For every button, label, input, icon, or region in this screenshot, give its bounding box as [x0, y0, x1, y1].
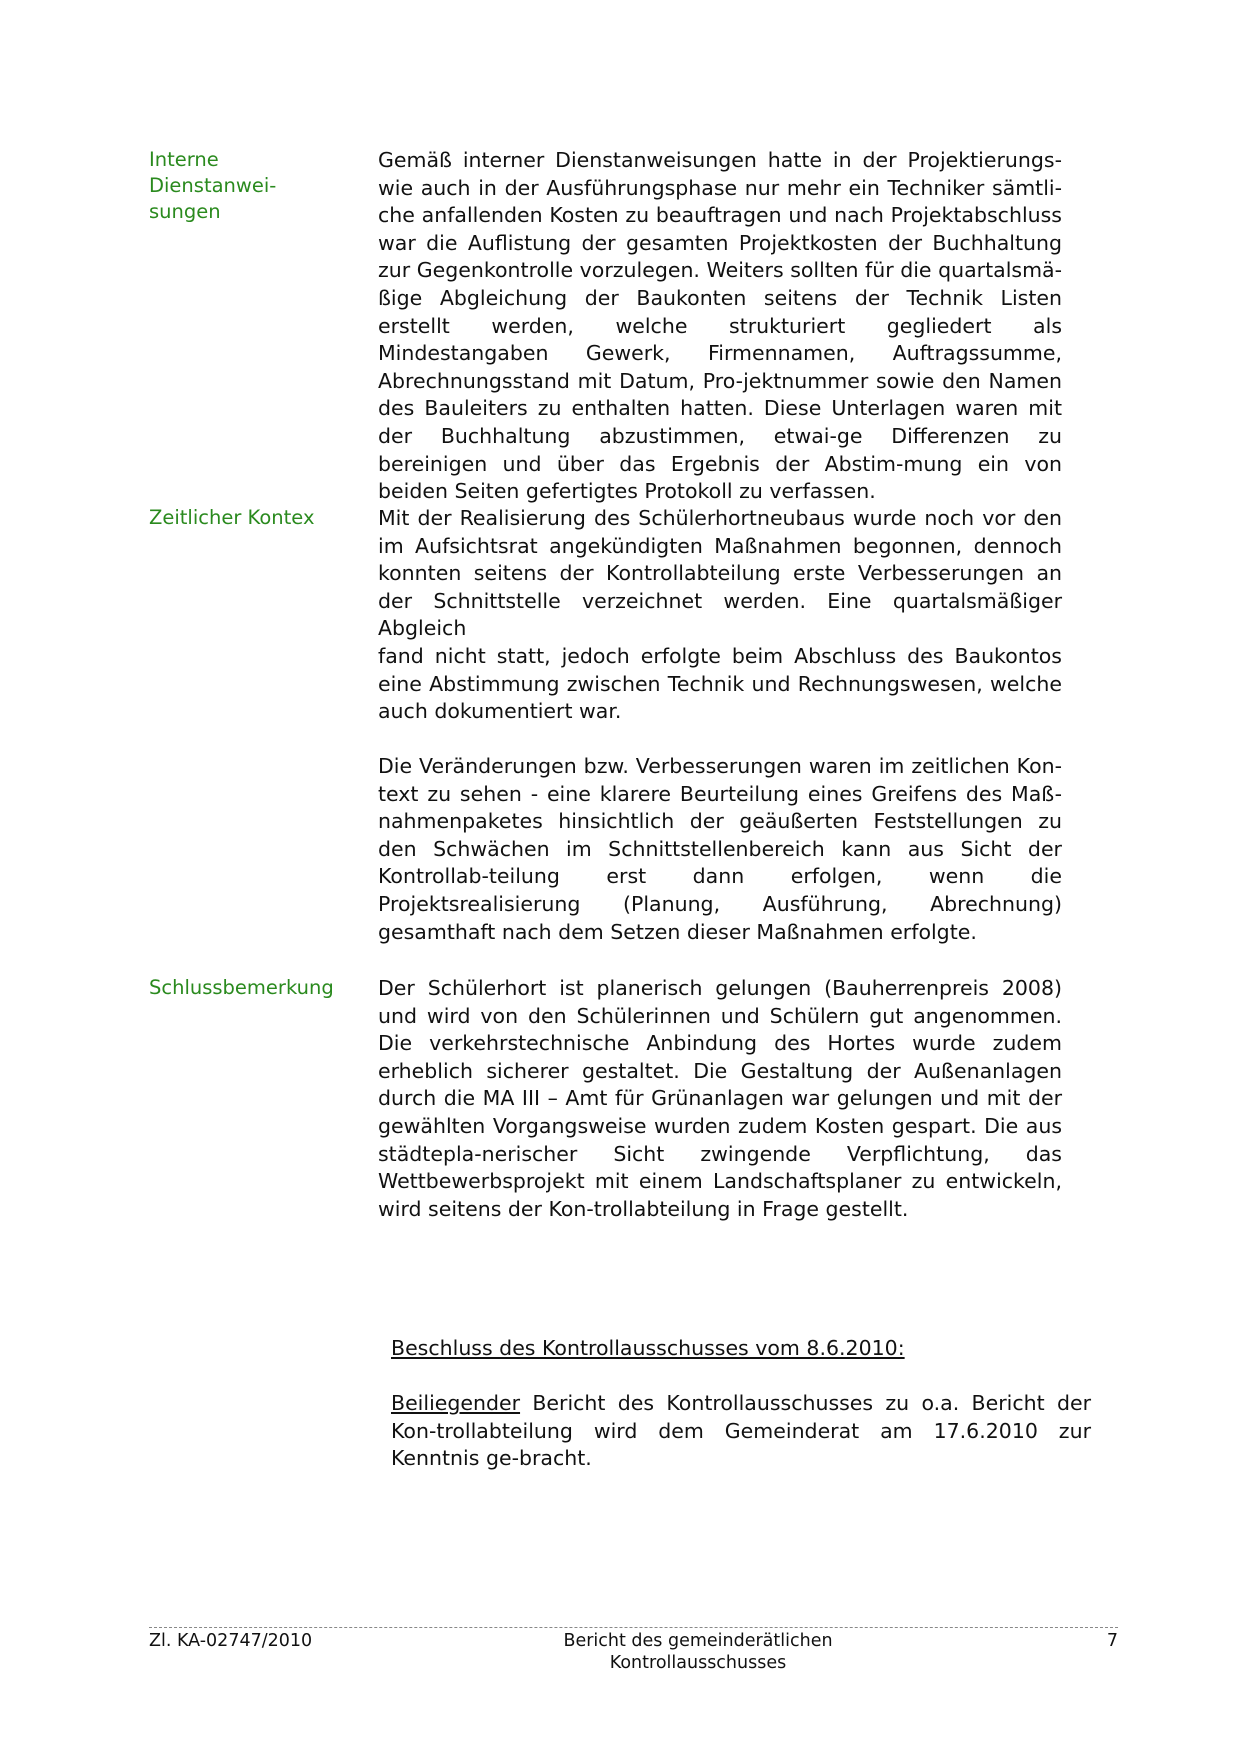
footer-reference: Zl. KA-02747/2010	[149, 1631, 313, 1651]
paragraph: Gemäß interner Dienstanweisungen hatte in der Projektierungs-wie auch in der Ausführungsphase nur mehr ein Techniker sämtli-che anfallenden Kosten zu beauftragen und nach Projektabschluss war die Auflistung der gesamten Projektkosten der Buchhaltung zur Gegenkontrolle vorzulegen. Weiters sollten für die quartalsmä-ßige Abgleichung der Baukonten seitens der Technik Listen erstellt werden, welche strukturiert gegliedert als Mindestangaben Gewerk, Firmennamen, Auftragssumme, Abrechnungsstand mit Datum, Pro-jektnummer sowie den Namen des Bauleiters zu enthalten hatten. Diese Unterlagen waren mit der Buchhaltung abzustimmen, etwai-ge Differenzen zu bereinigen und über das Ergebnis der Abstim-mung ein von beiden Seiten gefertigtes Protokoll zu verfassen.	[378, 148, 1062, 504]
paragraph: Mit der Realisierung des Schülerhortneubaus wurde noch vor den im Aufsichtsrat angekündigten Maßnahmen begonnen, dennoch konnten seitens der Kontrollabteilung erste Verbesserungen an der Schnittstelle verzeichnet werden. Eine quartalsmäßiger Abgleich	[378, 506, 1062, 641]
section-label-schlussbemerkung: Schlussbemerkung	[149, 976, 334, 999]
decision-title: Beschluss des Kontrollausschusses vom 8.6.2010:	[391, 1336, 905, 1360]
section-body-dienstanweisungen	[378, 147, 1062, 506]
page-number: 7	[1106, 1631, 1118, 1651]
section-label-zeitlicher-kontext: Zeitlicher Kontex	[149, 506, 315, 529]
paragraph: fand nicht statt, jedoch erfolgte beim Abschluss des Baukontos eine Abstimmung zwischen Technik und Rechnungswesen, welche auch dokumentiert war.	[378, 644, 1062, 724]
decision-text	[391, 1390, 1091, 1473]
paragraph: Der Schülerhort ist planerisch gelungen (Bauherrenpreis 2008) und wird von den Schülerinnen und Schülern gut angenommen. Die verkehrstechnische Anbindung des Hortes wurde zudem erheblich sicherer gestaltet. Die Gestaltung der Außenanlagen durch die MA III – Amt für Grünanlagen war gelungen und mit der gewählten Vorgangsweise wurden zudem Kosten gespart. Die aus städtepla-nerischer Sicht zwingende Verpflichtung, das Wettbewerbsprojekt mit einem Landschaftsplaner zu entwickeln, wird seitens der Kon-trollabteilung in Frage gestellt.	[378, 976, 1062, 1221]
section-label-dienstanweisungen: Interne Dienstanwei- sungen	[149, 148, 277, 223]
decision-body	[391, 1390, 1091, 1473]
decision-block	[391, 1335, 1091, 1363]
paragraph: Die Veränderungen bzw. Verbesserungen waren im zeitlichen Kon-text zu sehen - eine klarere Beurteilung eines Greifens des Maß-nahmenpaketes hinsichtlich der geäußerten Feststellungen zu den Schwächen im Schnittstellenbereich kann aus Sicht der Kontrollab-teilung erst dann erfolgen, wenn die Projektsrealisierung (Planung, Ausführung, Abrechnung) gesamthaft nach dem Setzen dieser Maßnahmen erfolgte.	[378, 754, 1062, 944]
footer-divider	[149, 1627, 1118, 1628]
section-body-zeitlicher-kontext	[378, 505, 1062, 643]
decision-lead: Beiliegender	[391, 1391, 521, 1415]
decision-rest: Bericht des Kontrollausschusses zu o.a. Bericht der Kon-trollabteilung wird dem Gemeinderat am 17.6.2010 zur Kenntnis ge-bracht.	[391, 1391, 1091, 1471]
footer-title: Bericht des gemeinderätlichen Kontrollausschusses	[563, 1631, 833, 1673]
section-body-schlussbemerkung	[378, 975, 1062, 1223]
section-body-zeitlicher-kontext-cont2	[378, 753, 1062, 946]
section-body-zeitlicher-kontext-cont	[378, 643, 1062, 726]
